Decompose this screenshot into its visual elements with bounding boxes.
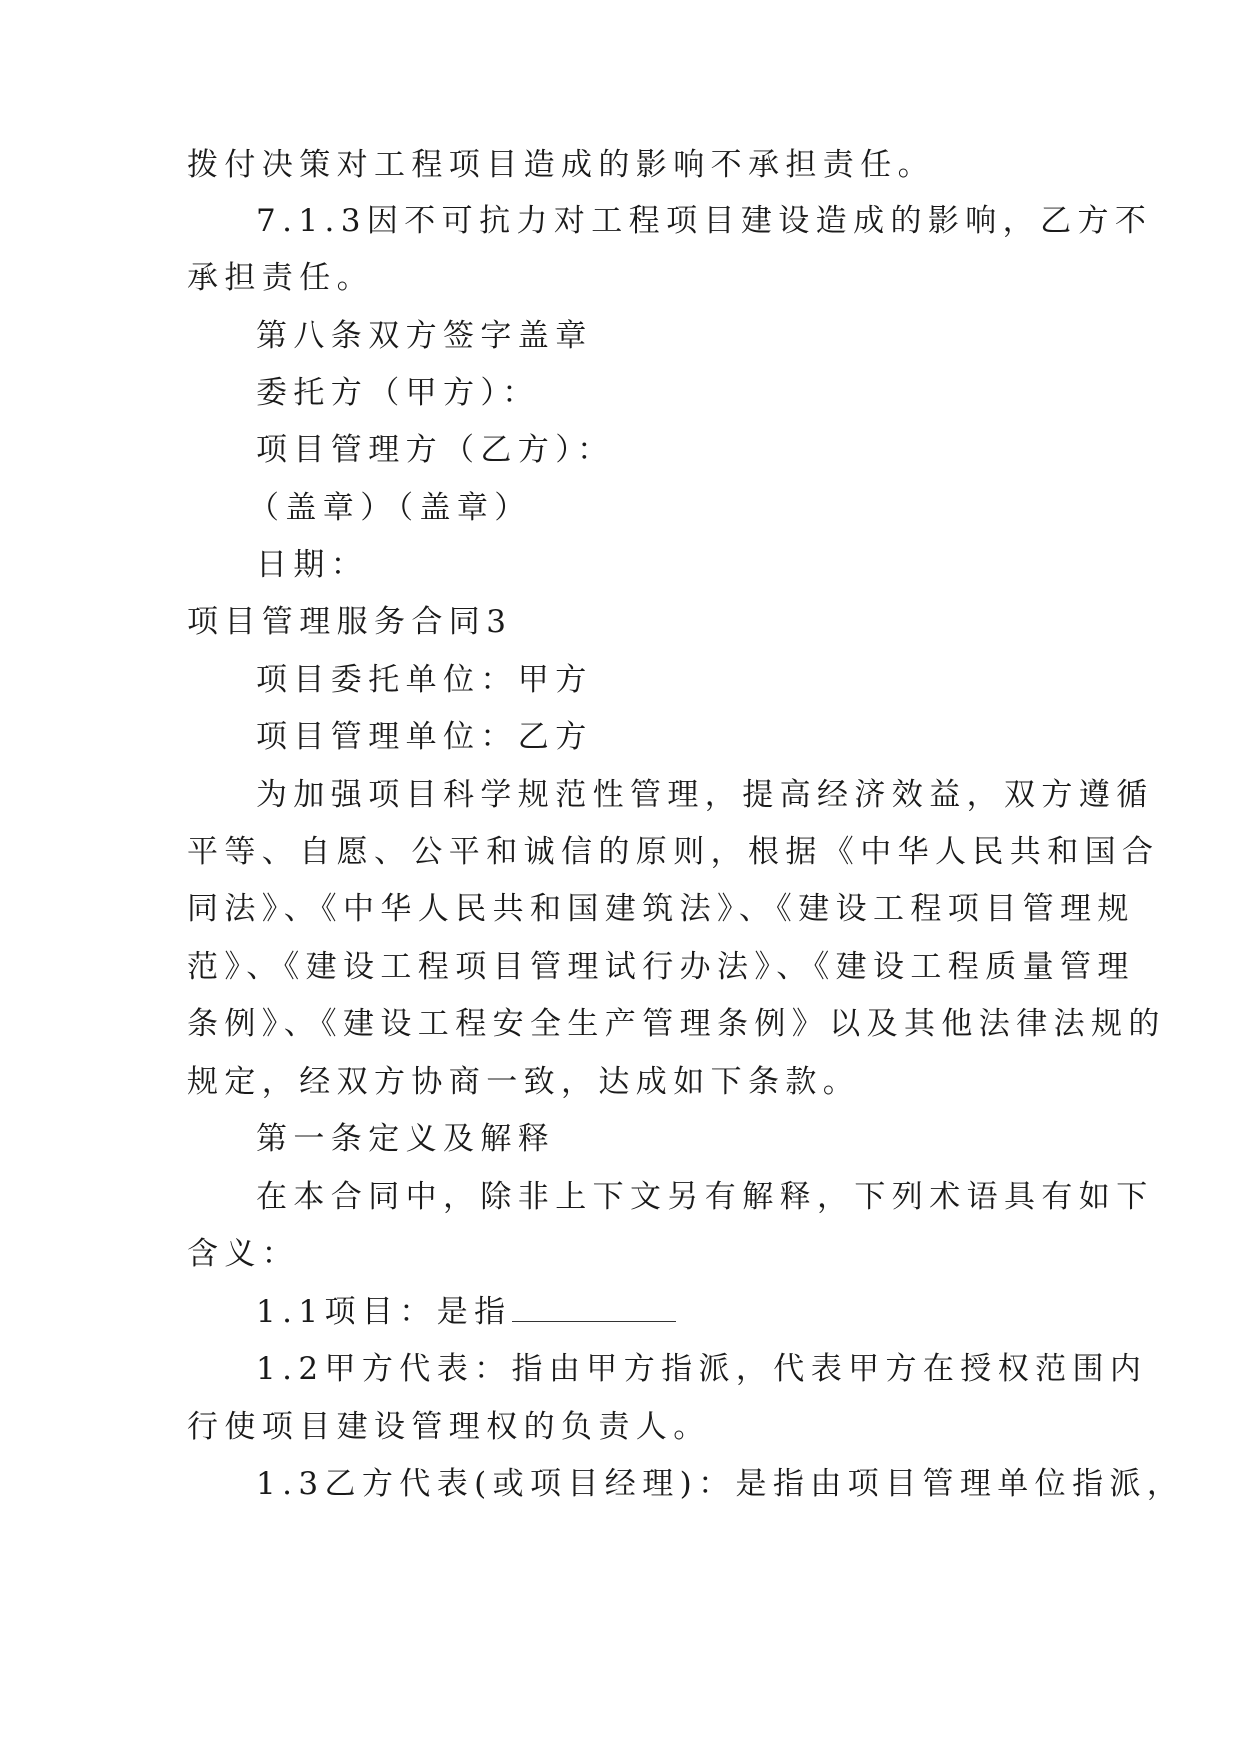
text-line: 拨付决策对工程项目造成的影响不承担责任。 bbox=[187, 147, 935, 183]
text-line: 行使项目建设管理权的负责人。 bbox=[187, 1409, 711, 1445]
text-line: 在本合同中，除非上下文另有解释，下列术语具有如下 bbox=[256, 1179, 1154, 1215]
fill-in-blank[interactable] bbox=[512, 1293, 676, 1322]
text-line: 项目管理单位：乙方 bbox=[256, 719, 593, 755]
text-line: 1.2甲方代表：指由甲方指派，代表甲方在授权范围内 bbox=[256, 1351, 1148, 1387]
text-line: 1.3乙方代表(或项目经理)：是指由项目管理单位指派， bbox=[256, 1466, 1185, 1502]
text-line: 7.1.3因不可抗力对工程项目建设造成的影响，乙方不 bbox=[256, 203, 1153, 239]
text-line: 条例》、《建设工程安全生产管理条例》以及其他法律法规的 bbox=[187, 1006, 1166, 1042]
text-line: 项目委托单位：甲方 bbox=[256, 662, 593, 698]
section-heading: 第八条双方签字盖章 bbox=[256, 318, 593, 354]
text-line: 范》、《建设工程项目管理试行办法》、《建设工程质量管理 bbox=[187, 949, 1135, 985]
text-line: 含义： bbox=[187, 1236, 300, 1272]
text-line: 平等、自愿、公平和诚信的原则，根据《中华人民共和国合 bbox=[187, 834, 1160, 870]
definition-line bbox=[256, 1292, 676, 1332]
text-line: 日期： bbox=[256, 547, 369, 583]
text-line: 同法》、《中华人民共和国建筑法》、《建设工程项目管理规 bbox=[187, 891, 1135, 927]
text-line: 为加强项目科学规范性管理，提高经济效益，双方遵循 bbox=[256, 777, 1154, 813]
text-line: 规定，经双方协商一致，达成如下条款。 bbox=[187, 1064, 861, 1100]
document-title: 项目管理服务合同3 bbox=[187, 604, 513, 640]
definition-text: 1.1项目：是指 bbox=[256, 1294, 512, 1330]
section-heading: 第一条定义及解释 bbox=[256, 1121, 556, 1157]
text-line: 承担责任。 bbox=[187, 260, 374, 296]
text-line: 项目管理方（乙方）： bbox=[256, 432, 615, 468]
text-line: 委托方（甲方）： bbox=[256, 375, 540, 411]
text-line: （盖章）（盖章） bbox=[248, 490, 532, 526]
